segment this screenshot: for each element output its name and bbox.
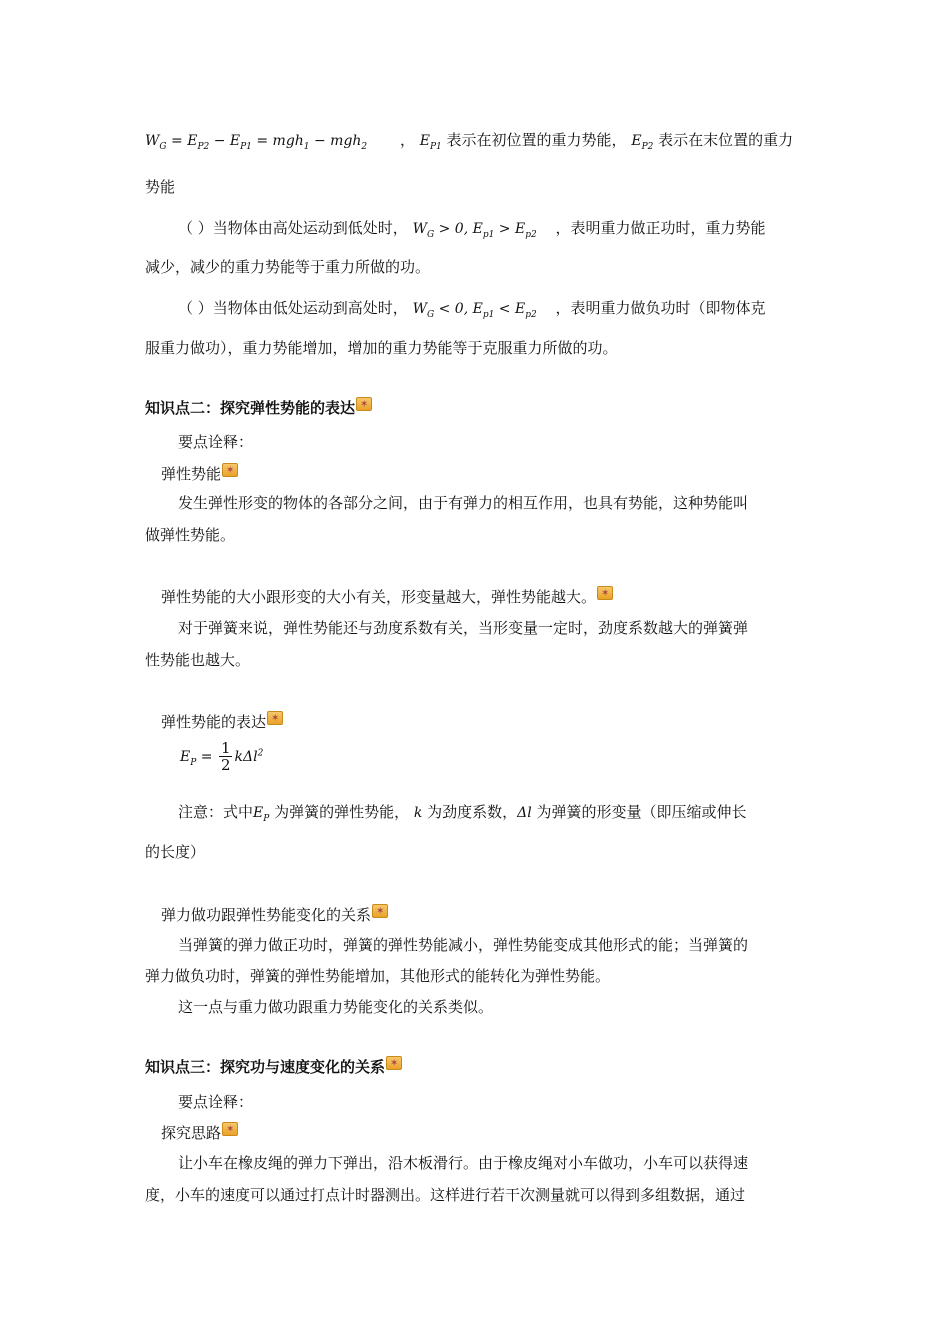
paragraph-line bbox=[161, 586, 613, 607]
note-prefix: 注意：式中 bbox=[178, 803, 254, 821]
paragraph-line: 当弹簧的弹力做正功时，弹簧的弹性势能减小，弹性势能变成其他形式的能；当弹簧的 bbox=[178, 936, 749, 954]
case1-formula: $W_G > 0$, $E_{p1} > E_{p2}$ bbox=[412, 221, 537, 240]
subsection-title-text: 弹性势能的表达 bbox=[161, 713, 267, 731]
paragraph-line: 弹力做负功时，弹簧的弹性势能增加，其他形式的能转化为弹性势能。 bbox=[145, 967, 611, 985]
paragraph-line: 发生弹性形变的物体的各部分之间，由于有弹力的相互作用，也具有势能，这种势能叫 bbox=[178, 494, 749, 512]
formula-wg: $W_G = E_{P2} - E_{P1} = mgh_1 - mgh_2$ bbox=[145, 133, 368, 152]
heading-text: 知识点二：探究弹性势能的表达 bbox=[145, 399, 356, 417]
case1-prefix: （ ）当物体由高处运动到低处时， bbox=[178, 219, 408, 237]
formula-ep: $E_P$ = $\frac{1}{2}$ kΔl$^2$ bbox=[180, 739, 264, 775]
attachment-icon[interactable] bbox=[597, 586, 613, 600]
subsection-title-text: 弹力做功跟弹性势能变化的关系 bbox=[161, 906, 372, 924]
case1-line2: 减少，减少的重力势能等于重力所做的功。 bbox=[145, 258, 431, 276]
paragraph-line: 性势能也越大。 bbox=[145, 651, 251, 669]
attachment-icon[interactable] bbox=[372, 904, 388, 918]
key-points-label: 要点诠释： bbox=[178, 433, 254, 451]
paragraph-line: 让小车在橡皮绳的弹力下弹出，沿木板滑行。由于橡皮绳对小车做功，小车可以获得速 bbox=[178, 1154, 749, 1172]
case2-suffix: ，表明重力做负功时（即物体克 bbox=[555, 299, 766, 317]
paragraph-line: 做弹性势能。 bbox=[145, 526, 236, 544]
section-heading bbox=[145, 397, 372, 418]
subsection-title-text: 探究思路 bbox=[161, 1124, 222, 1142]
text-ep2: 表示在末位置的重力 bbox=[658, 131, 794, 149]
case2-prefix: （ ）当物体由低处运动到高处时， bbox=[178, 299, 408, 317]
subsection-title-text: 弹性势能 bbox=[161, 465, 222, 483]
note-k-symbol: k bbox=[413, 805, 423, 821]
case1-line bbox=[178, 218, 765, 245]
section-heading bbox=[145, 1056, 402, 1077]
heading-text: 知识点三：探究功与速度变化的关系 bbox=[145, 1058, 386, 1076]
note-dl-symbol: Δl bbox=[517, 805, 532, 821]
paragraph-line: 势能 bbox=[145, 178, 176, 196]
note-line2: 的长度） bbox=[145, 843, 206, 861]
note-line bbox=[178, 802, 747, 829]
paragraph-text: 弹性势能的大小跟形变的大小有关，形变量越大，弹性势能越大。 bbox=[161, 588, 597, 606]
subsection-title bbox=[161, 711, 283, 732]
paragraph-line: 对于弹簧来说，弹性势能还与劲度系数有关，当形变量一定时，劲度系数越大的弹簧弹 bbox=[178, 619, 749, 637]
text-ep1: 表示在初位置的重力势能， bbox=[446, 131, 627, 149]
subsection-title bbox=[161, 904, 388, 925]
case2-line bbox=[178, 298, 765, 325]
note-text-3: 为弹簧的形变量（即压缩或伸长 bbox=[536, 803, 747, 821]
attachment-icon[interactable] bbox=[386, 1056, 402, 1070]
note-text-1: 为弹簧的弹性势能， bbox=[274, 803, 410, 821]
attachment-icon[interactable] bbox=[222, 463, 238, 477]
attachment-icon[interactable] bbox=[267, 711, 283, 725]
case1-suffix: ，表明重力做正功时，重力势能 bbox=[555, 219, 766, 237]
note-text-2: 为劲度系数， bbox=[427, 803, 518, 821]
attachment-icon[interactable] bbox=[222, 1122, 238, 1136]
symbol-ep1: $E_{P1}$ bbox=[419, 133, 442, 152]
paragraph-line: 这一点与重力做功跟重力势能变化的关系类似。 bbox=[178, 998, 494, 1016]
attachment-icon[interactable] bbox=[356, 397, 372, 411]
key-points-label: 要点诠释： bbox=[178, 1093, 254, 1111]
case2-line2: 服重力做功），重力势能增加，增加的重力势能等于克服重力所做的功。 bbox=[145, 339, 618, 357]
note-ep-symbol: $E_P$ bbox=[253, 805, 270, 824]
case2-formula: $W_G < 0$, $E_{p1} < E_{p2}$ bbox=[412, 301, 537, 320]
paragraph-line: 度，小车的速度可以通过打点计时器测出。这样进行若干次测量就可以得到多组数据，通过 bbox=[145, 1186, 746, 1204]
subsection-title bbox=[161, 463, 238, 484]
symbol-ep2: $E_{P2}$ bbox=[631, 133, 654, 152]
formula-line: $W_G = E_{P2} - E_{P1} = mgh_1 - mgh_2$ ， $E_{P1}$ 表示在初位置的重力势能， $E_{P2}$ 表示在末位置的重力 bbox=[145, 131, 794, 152]
subsection-title bbox=[161, 1122, 238, 1143]
